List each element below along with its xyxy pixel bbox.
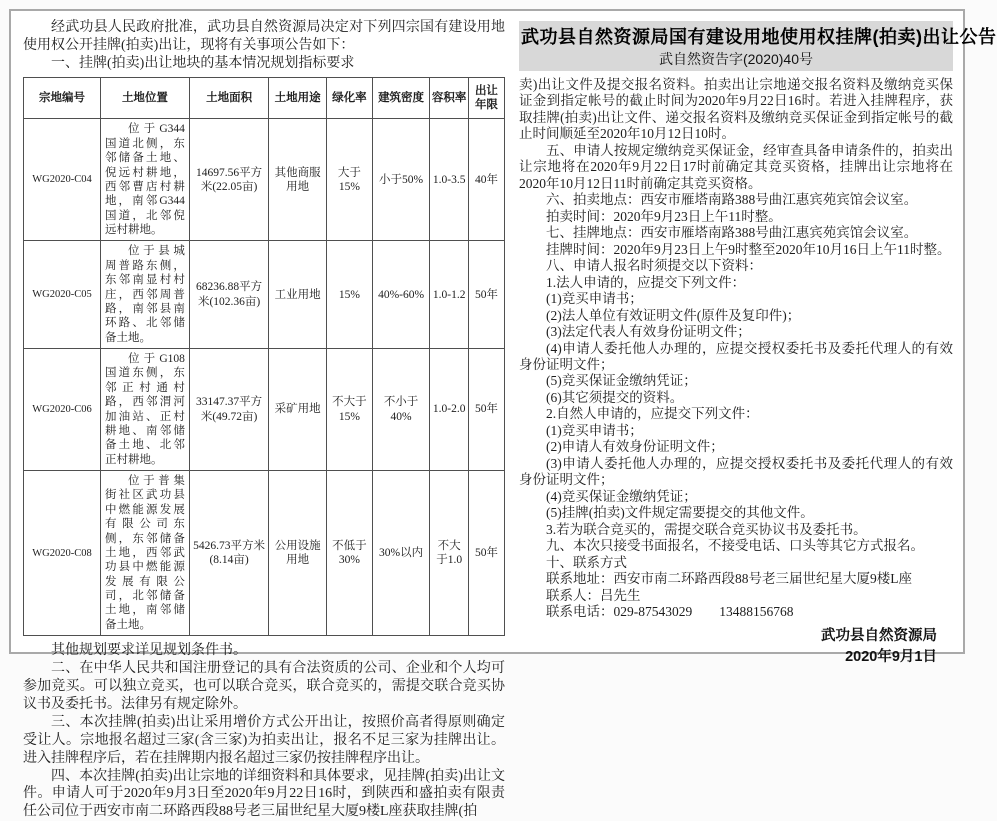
- col-header-area: 土地面积: [189, 77, 268, 119]
- table-row: [24, 349, 505, 471]
- parcel-table: [23, 77, 505, 637]
- cell-location: 位于县城周普路东侧，东邻南显村村庄，西邻周普路，南邻县南环路、北邻储备土地。: [100, 241, 189, 349]
- notice-paragraph: 1.法人申请的，应提交下列文件：: [546, 274, 746, 290]
- col-header-grant-term: 出让年限: [468, 77, 504, 119]
- cell-grant-term: 50年: [468, 471, 504, 636]
- cell-parcel-id: WG2020-C06: [24, 349, 101, 471]
- cell-green-ratio: 15%: [327, 241, 373, 349]
- notice-paragraph: (6)其它须提交的资料。: [546, 389, 684, 405]
- cell-building-density: 40%-60%: [372, 241, 430, 349]
- cell-parcel-id: WG2020-C04: [24, 119, 101, 241]
- section1-heading: 一、挂牌(拍卖)出让地块的基本情况规划指标要求: [51, 55, 355, 71]
- notice-paragraph: 2.自然人申请的，应提交下列文件：: [546, 406, 759, 422]
- cell-green-ratio: 大于15%: [327, 119, 373, 241]
- cell-land-use: 公用设施用地: [269, 471, 327, 636]
- cell-land-use: 其他商服用地: [269, 119, 327, 241]
- table-row: [24, 471, 505, 636]
- cell-green-ratio: 不低于30%: [327, 471, 373, 636]
- cell-location: 位于G108国道东侧，东邻正村通村路，西邻渭河加油站、正村耕地、南邻储备土地、北邻正村耕地。: [100, 349, 189, 471]
- notice-paragraph: (3)申请人委托他人办理的，应提交授权委托书及委托代理人的有效身份证明文件；: [519, 455, 953, 488]
- notice-paragraph: (1)竞买申请书；: [546, 422, 643, 438]
- cell-plot-ratio: 1.0-2.0: [430, 349, 468, 471]
- notice-paragraph: (2)法人单位有效证明文件(原件及复印件)；: [546, 307, 801, 323]
- cell-area: 14697.56平方米(22.05亩): [189, 119, 268, 241]
- col-header-building-density: 建筑密度: [372, 77, 430, 119]
- notice-paragraph: 六、拍卖地点：西安市雁塔南路388号曲江惠宾苑宾馆会议室。: [546, 192, 918, 208]
- cell-land-use: 采矿用地: [269, 349, 327, 471]
- table-row: [24, 119, 505, 241]
- notice-paragraph: 卖)出让文件及提交报名资料。拍卖出让宗地递交报名资料及缴纳竞买保证金到指定帐号的截止时间为2020年9月22日16时。若进入挂牌程序，获取挂牌(拍卖)出让文件、递交报名资料及缴纳竞买保证金到指定帐号的截止时间顺延至2020年10月12日10时。: [519, 77, 953, 142]
- signature-block: [519, 626, 953, 668]
- notice-paragraph: 联系电话：029-87543029 13488156768: [546, 604, 794, 619]
- cell-grant-term: 50年: [468, 241, 504, 349]
- notice-paragraph: (5)挂牌(拍卖)文件规定需要提交的其他文件。: [546, 505, 814, 521]
- cell-parcel-id: WG2020-C08: [24, 471, 101, 636]
- notice-paragraph: 九、本次只接受书面报名，不接受电话、口头等其它方式报名。: [546, 538, 924, 554]
- notice-paragraph: 五、申请人按规定缴纳竞买保证金，经审查具备申请条件的，拍卖出让宗地将在2020年9月22日17时前确定其竞买资格，挂牌出让宗地将在2020年10月12日11时前确定其竞买资格。: [519, 142, 953, 191]
- notice-paragraph: 八、申请人报名时须提交以下资料：: [546, 258, 762, 274]
- intro-paragraph: 经武功县人民政府批准，武功县自然资源局决定对下列四宗国有建设用地使用权公开挂牌(拍卖)出让，现将有关事项公告如下：: [23, 20, 505, 53]
- notice-paragraph: 其他规划要求详见规划条件书。: [51, 643, 247, 659]
- right-column: [519, 19, 997, 666]
- notice-paragraph: (4)竞买保证金缴纳凭证；: [546, 488, 697, 504]
- notice-paragraph: 挂牌时间：2020年9月23日上午9时整至2020年10月16日上午11时整。: [546, 241, 951, 257]
- cell-area: 33147.37平方米(49.72亩): [189, 349, 268, 471]
- notice-frame: [9, 9, 997, 820]
- signature-date: 2020年9月1日: [845, 649, 937, 666]
- cell-plot-ratio: 1.0-3.5: [430, 119, 468, 241]
- notice-paragraph: (5)竞买保证金缴纳凭证；: [546, 373, 697, 389]
- cell-grant-term: 40年: [468, 119, 504, 241]
- notice-paragraph: 联系人：吕先生: [546, 587, 641, 603]
- notice-paragraph: 拍卖时间：2020年9月23日上午11时整。: [546, 208, 782, 224]
- doc-number: 武自然资告字(2020)40号: [658, 50, 814, 67]
- cell-plot-ratio: 1.0-1.2: [430, 241, 468, 349]
- cell-plot-ratio: 不大于1.0: [430, 471, 468, 636]
- signature-org: 武功县自然资源局: [821, 628, 937, 645]
- notice-paragraph: 二、在中华人民共和国注册登记的具有合法资质的公司、企业和个人均可参加竞买。可以独立竞买，也可以联合竞买，联合竞买的，需提交联合竞买协议书及委托书。法律另有规定除外。: [23, 661, 505, 712]
- table-header-row: [24, 77, 505, 119]
- col-header-location: 土地位置: [100, 77, 189, 119]
- notice-paragraph: (4)申请人委托他人办理的，应提交授权委托书及委托代理人的有效身份证明文件；: [519, 340, 953, 372]
- left-column: [23, 19, 505, 820]
- col-header-land-use: 土地用途: [269, 77, 327, 119]
- cell-location: 位于G344国道北侧，东邻储备土地、倪远村耕地，西邻曹店村耕地，南邻G344国道，北邻倪远村耕地。: [100, 119, 189, 241]
- table-row: [24, 241, 505, 349]
- notice-paragraph: 七、挂牌地点：西安市雁塔南路388号曲江惠宾苑宾馆会议室。: [546, 225, 918, 241]
- cell-green-ratio: 不大于15%: [327, 349, 373, 471]
- col-header-green-ratio: 绿化率: [327, 77, 373, 119]
- notice-paragraph: 三、本次挂牌(拍卖)出让采用增价方式公开出让，按照价高者得原则确定受让人。宗地报名超过三家(含三家)为拍卖出让，报名不足三家为挂牌出让。进入挂牌程序后，若在挂牌期内报名超过三家仍按挂牌程序出让。: [23, 714, 505, 766]
- notice-paragraph: 联系地址：西安市南二环路西段88号老三届世纪星大厦9楼L座: [546, 571, 912, 587]
- cell-building-density: 30%以内: [372, 471, 430, 636]
- notice-paragraph: (2)申请人有效身份证明文件；: [546, 439, 724, 455]
- notice-title: 武功县自然资源局国有建设用地使用权挂牌(拍卖)出让公告: [521, 27, 997, 47]
- notice-paragraph: 十、联系方式: [546, 554, 627, 570]
- cell-location: 位于普集街社区武功县中燃能源发展有限公司东侧，东邻储备土地，西邻武功县中燃能源发展有限公司，北邻储备土地，南邻储备土地。: [100, 471, 189, 636]
- cell-building-density: 小于50%: [372, 119, 430, 241]
- notice-paragraph: (1)竞买申请书；: [546, 291, 643, 307]
- notice-paragraph: 四、本次挂牌(拍卖)出让宗地的详细资料和具体要求，见挂牌(拍卖)出让文件。申请人可于2020年9月3日至2020年9月22日16时，到陕西和盛拍卖有限责任公司位于西安市南二环路西段88号老三届世纪星大厦9楼L座获取挂牌(拍: [23, 768, 505, 820]
- cell-land-use: 工业用地: [269, 241, 327, 349]
- cell-parcel-id: WG2020-C05: [24, 241, 101, 349]
- cell-grant-term: 50年: [468, 349, 504, 471]
- title-block: [519, 21, 997, 71]
- cell-building-density: 不小于40%: [372, 349, 430, 471]
- col-header-plot-ratio: 容积率: [430, 77, 468, 119]
- notice-paragraph: (3)法定代表人有效身份证明文件；: [546, 324, 751, 340]
- col-header-parcel-id: 宗地编号: [24, 77, 101, 119]
- notice-paragraph: 3.若为联合竞买的，需提交联合竞买协议书及委托书。: [546, 521, 867, 537]
- cell-area: 68236.88平方米(102.36亩): [189, 241, 268, 349]
- cell-area: 5426.73平方米(8.14亩): [189, 471, 268, 636]
